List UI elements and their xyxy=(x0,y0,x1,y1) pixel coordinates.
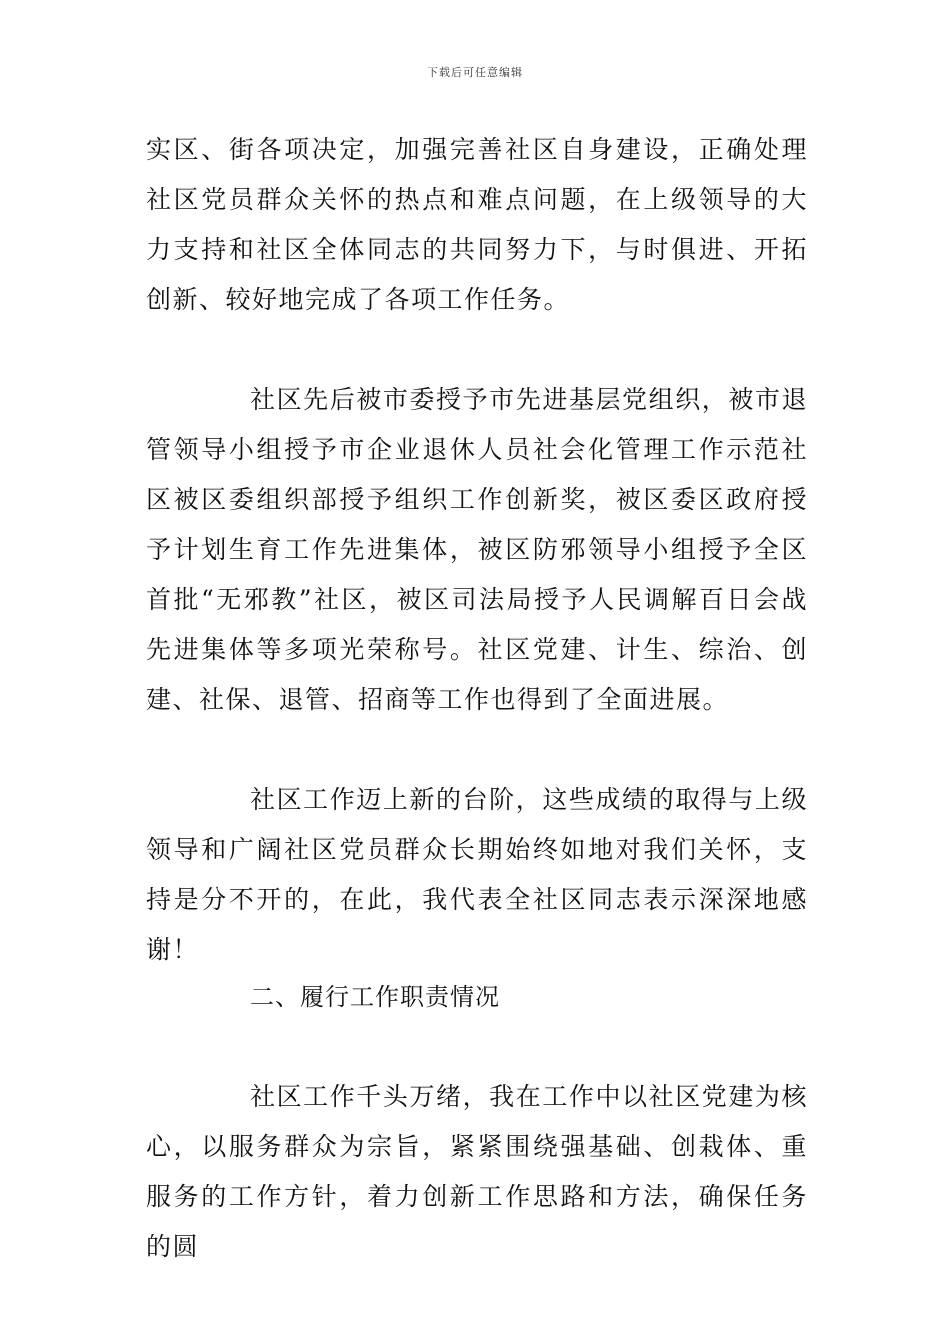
paragraph-text: 社区工作千头万绪，我在工作中以社区党建为核心，以服务群众为宗旨，紧紧围绕强基础、创栽体、重服务的工作方针，着力创新工作思路和方法，确保任务的圆 xyxy=(146,1082,808,1261)
paragraph-text: 社区工作迈上新的台阶，这些成绩的取得与上级领导和广阔社区党员群众长期始终如地对我们关怀，支持是分不开的，在此，我代表全社区同志表示深深地感谢！ xyxy=(146,785,808,964)
section-heading: 二、履行工作职责情况 xyxy=(250,983,500,1011)
paragraph-4 xyxy=(146,1072,808,1272)
page-header: 下载后可任意编辑 xyxy=(427,66,523,79)
paragraph-text: 实区、街各项决定，加强完善社区自身建设，正确处理社区党员群众关怀的热点和难点问题，在上级领导的大力支持和社区全体同志的共同努力下，与时俱进、开拓创新、较好地完成了各项工作任务。 xyxy=(146,135,808,314)
paragraph-1 xyxy=(146,125,808,325)
paragraph-text: 社区先后被市委授予市先进基层党组织，被市退管领导小组授予市企业退休人员社会化管理工作示范社区被区委组织部授予组织工作创新奖，被区委区政府授予计划生育工作先进集体，被区防邪领导小组授予全区首批“无邪教”社区，被区司法局授予人民调解百日会战先进集体等多项光荣称号。社区党建、计生、综治、创建、社保、退管、招商等工作也得到了全面进展。 xyxy=(146,385,808,714)
paragraph-3 xyxy=(146,775,808,975)
paragraph-2 xyxy=(146,375,808,725)
